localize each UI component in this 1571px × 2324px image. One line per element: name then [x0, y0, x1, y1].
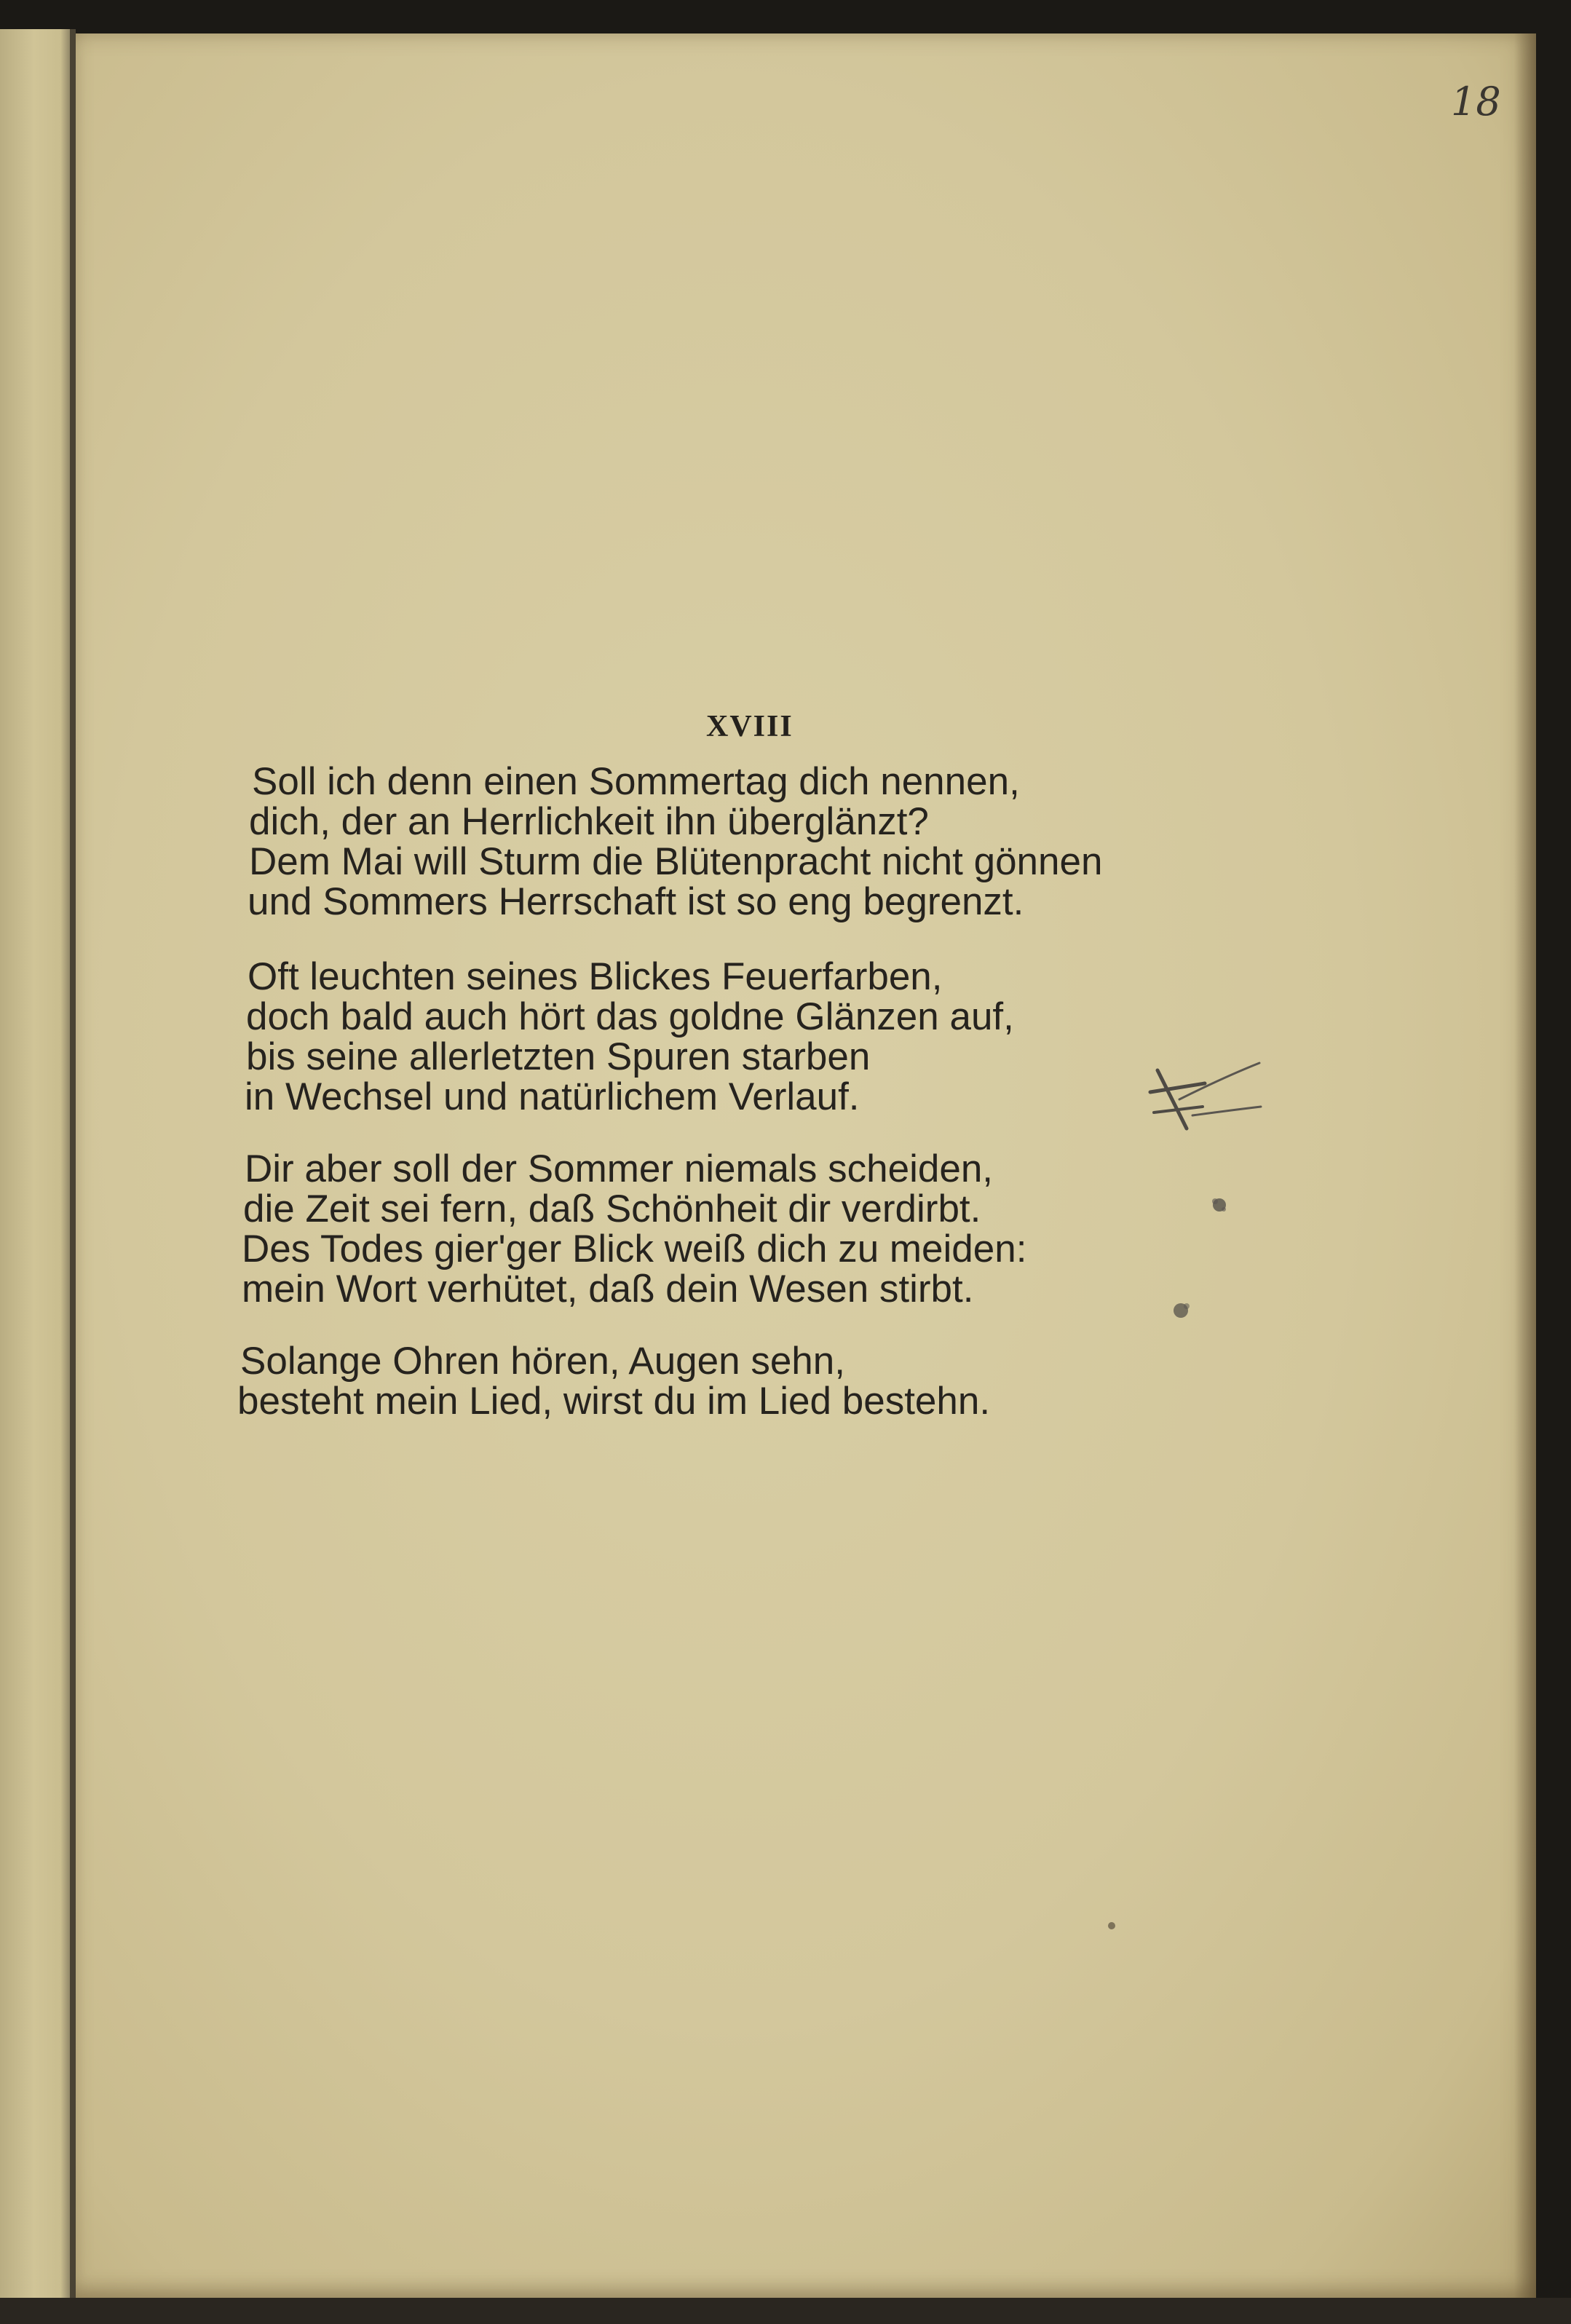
verse-line: Des Todes gier'ger Blick weiß dich zu meiden:: [242, 1228, 1027, 1270]
verse-line: dich, der an Herrlichkeit ihn überglänzt?: [249, 800, 929, 843]
stanza-3: [237, 1149, 1026, 1309]
verse-line: in Wechsel und natürlichem Verlauf.: [245, 1075, 860, 1118]
verse-line: mein Wort verhütet, daß dein Wesen stirbt.: [242, 1268, 974, 1311]
stanza-1: [237, 762, 1102, 922]
verse-line: Dir aber soll der Sommer niemals scheiden,: [245, 1147, 994, 1190]
verse-line: Soll ich denn einen Sommertag dich nennen,: [252, 760, 1020, 803]
verse-line: Dem Mai will Sturm die Blütenpracht nicht gönnen: [249, 840, 1103, 883]
poem-title: XVIII: [706, 710, 794, 743]
stanza-4: [237, 1341, 990, 1421]
page-edge-shadow: [1514, 33, 1536, 2298]
stanza-2: [237, 957, 1014, 1117]
verse-line: bis seine allerletzten Spuren starben: [246, 1035, 871, 1078]
facing-page-edge: [0, 29, 76, 2324]
gutter-shadow: [70, 29, 76, 2324]
verse-line: besteht mein Lied, wirst du im Lied bestehn.: [237, 1380, 991, 1423]
verse-line: doch bald auch hört das goldne Glänzen auf,: [246, 995, 1014, 1038]
scan-bottom-edge: [0, 2298, 1571, 2324]
verse-line: Oft leuchten seines Blickes Feuerfarben,: [248, 955, 943, 998]
verse-line: und Sommers Herrschaft ist so eng begrenzt.: [248, 880, 1024, 923]
verse-line: die Zeit sei fern, daß Schönheit dir verdirbt.: [243, 1187, 981, 1230]
verse-line: Solange Ohren hören, Augen sehn,: [240, 1340, 845, 1383]
page-number: 18: [1451, 79, 1501, 125]
